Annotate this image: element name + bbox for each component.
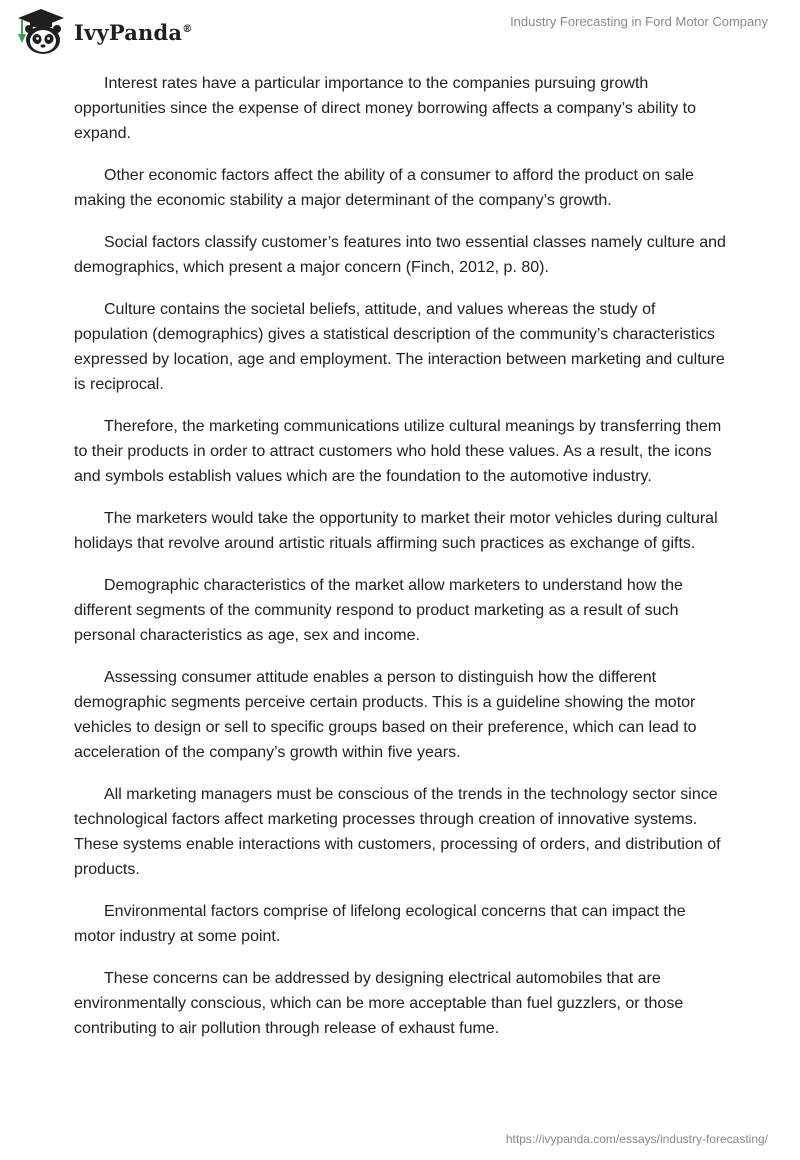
paragraph: Culture contains the societal beliefs, attitude, and values whereas the study of population (demographics) gives a statistical description of the community’s characteristics expressed by location, age and employment. The interaction between marketing and culture is reciprocal.: [74, 301, 725, 393]
paragraph: Interest rates have a particular importance to the companies pursuing growth opportunities since the expense of direct money borrowing affects a company’s ability to expand.: [74, 75, 696, 142]
source-url-link[interactable]: https://ivypanda.com/essays/industry-forecasting/: [505, 1132, 768, 1146]
paragraph: Therefore, the marketing communications utilize cultural meanings by transferring them to their products in order to attract customers who hold these values. As a result, the icons and symbols establish values which are the foundation to the automotive industry.: [74, 418, 722, 485]
paragraph: These concerns can be addressed by designing electrical automobiles that are environmentally conscious, which can be more acceptable than fuel guzzlers, or those contributing to air pollution through release of exhaust fume.: [74, 970, 684, 1037]
panda-graduate-logo-icon: [14, 7, 68, 57]
document-title: Industry Forecasting in Ford Motor Company: [510, 14, 768, 29]
paragraph: Other economic factors affect the ability of a consumer to afford the product on sale making the economic stability a major determinant of the company’s growth.: [74, 167, 694, 209]
paragraph: Social factors classify customer’s features into two essential classes namely culture and demographics, which present a major concern (Finch, 2012, p. 80).: [74, 234, 726, 276]
essay-body: [74, 71, 726, 1058]
paragraph: Assessing consumer attitude enables a person to distinguish how the different demographic segments perceive certain products. This is a guideline showing the motor vehicles to design or sell to specific groups based on their preference, which can lead to acceleration of the company’s growth within five years.: [74, 669, 697, 761]
paragraph: Demographic characteristics of the market allow marketers to understand how the different segments of the community respond to product marketing as a result of such personal characteristics as age, sex and income.: [74, 577, 683, 644]
paragraph: All marketing managers must be conscious of the trends in the technology sector since technological factors affect marketing processes through creation of innovative systems. These systems enable interactions with customers, processing of orders, and distribution of products.: [74, 786, 721, 878]
page-header: [0, 0, 800, 60]
registered-mark: ®: [182, 23, 193, 35]
paragraph: The marketers would take the opportunity to market their motor vehicles during cultural holidays that revolve around artistic rituals affirming such practices as exchange of gifts.: [74, 510, 718, 552]
brand-name: IvyPanda®: [74, 19, 193, 45]
brand-logo[interactable]: [14, 7, 192, 57]
paragraph: Environmental factors comprise of lifelong ecological concerns that can impact the motor industry at some point.: [74, 903, 686, 945]
